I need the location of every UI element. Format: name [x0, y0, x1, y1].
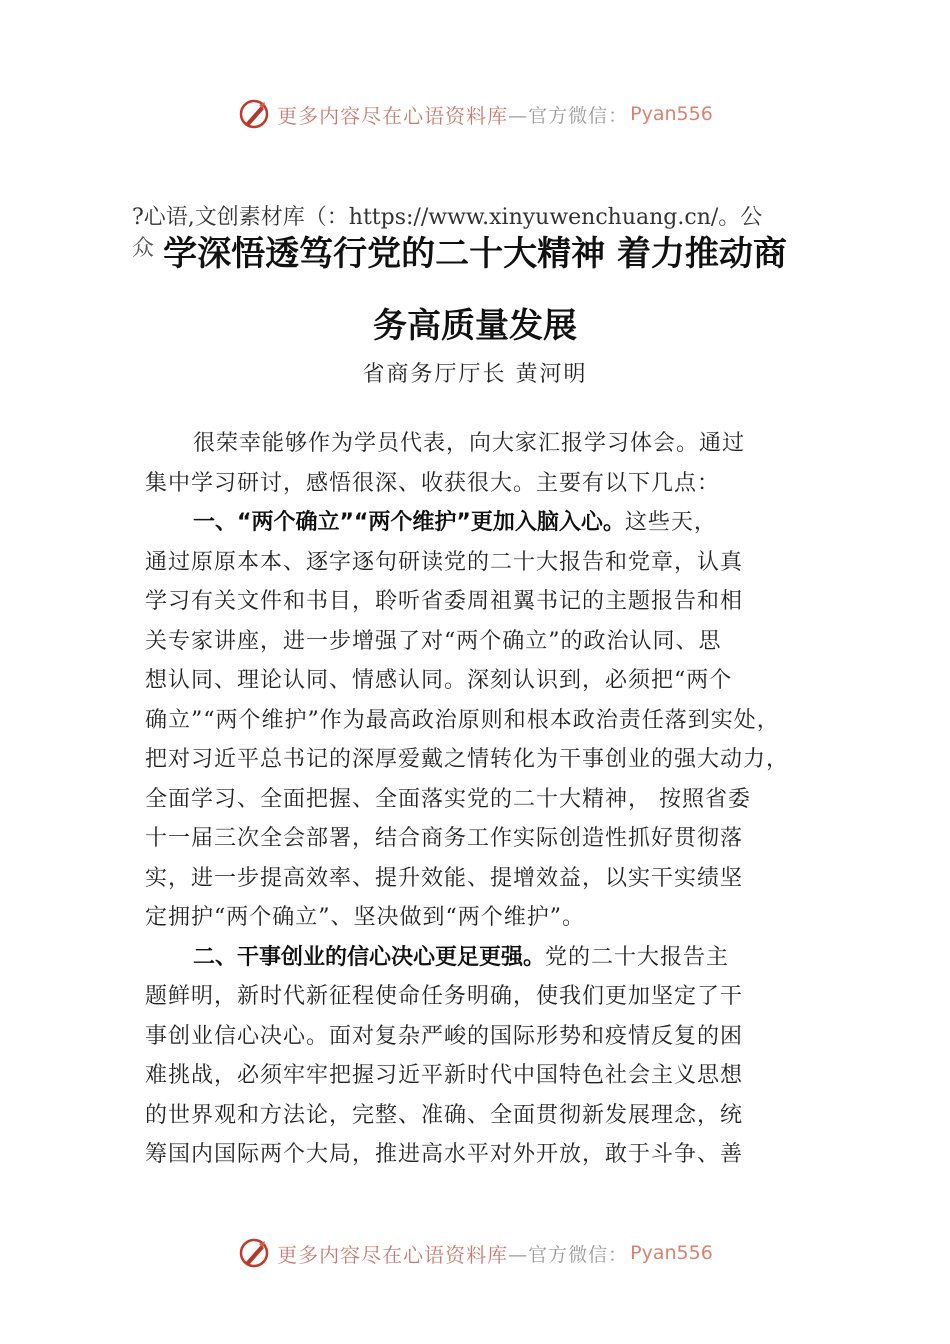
paragraph-line: 想认同、理论认同、情感认同。深刻认识到，必须把“两个	[145, 668, 733, 693]
section-heading-line	[145, 503, 835, 543]
section-heading-2: 二、干事创业的信心决心更足更强。	[193, 944, 546, 970]
section-heading-1: 一、“两个确立”“两个维护”更加入脑入心。	[193, 510, 625, 535]
overlay-source-line: ?心语,文创素材库（：https://www.xinyuwenchuang.cn/。公	[132, 205, 763, 230]
pen-logo-icon	[237, 1236, 271, 1270]
watermark-sub-text: —官方微信：	[508, 104, 629, 127]
paragraph-line: 关专家讲座，进一步增强了对“两个确立”的政治认同、思	[145, 628, 722, 654]
document-title-line-1: 学深悟透笃行党的二十大精神 着力推动商	[163, 234, 787, 274]
paragraph-line: 集中学习研讨，感悟很深、收获很大。主要有以下几点：	[145, 470, 721, 496]
watermark-sub-text: —官方微信：	[508, 1243, 629, 1266]
paragraph-text: 党的二十大报告主	[545, 944, 730, 970]
paragraph-line: 题鲜明，新时代新征程使命任务明确，使我们更加坚定了干	[145, 984, 744, 1009]
paragraph-line: 通过原原本本、逐字逐句研读党的二十大报告和党章，认真	[145, 549, 744, 575]
document-body	[145, 424, 835, 1175]
section-heading-line	[145, 938, 835, 978]
author-line: 省商务厅厅长 黄河明	[362, 362, 588, 387]
paragraph-text: 这些天，	[624, 510, 717, 535]
watermark-main-text: 更多内容尽在心语资料库	[277, 1242, 509, 1267]
overlay-source-line-2: 众	[132, 236, 155, 261]
paragraph-line: 全面学习、全面把握、全面落实党的二十大精神， 按照省委	[145, 786, 751, 812]
document-title-line-2: 务高质量发展	[373, 306, 577, 346]
header-watermark	[0, 94, 950, 134]
paragraph-line: 把对习近平总书记的深厚爱戴之情转化为干事创业的强大动力，	[145, 747, 790, 772]
paragraph-line: 事创业信心决心。面对复杂严峻的国际形势和疫情反复的困	[145, 1023, 744, 1049]
watermark-wechat-id: Pyan556	[630, 103, 713, 125]
footer-watermark	[0, 1233, 950, 1273]
paragraph-line: 难挑战，必须牢牢把握习近平新时代中国特色社会主义思想	[145, 1063, 744, 1088]
watermark-wechat-id: Pyan556	[630, 1242, 713, 1264]
paragraph-line: 确立”“两个维护”作为最高政治原则和根本政治责任落到实处，	[145, 707, 780, 733]
watermark-main-text: 更多内容尽在心语资料库	[277, 103, 509, 128]
paragraph-line: 学习有关文件和书目，聆听省委周祖翼书记的主题报告和相	[145, 589, 744, 614]
paragraph-line: 的世界观和方法论，完整、准确、全面贯彻新发展理念，统	[145, 1102, 744, 1128]
paragraph-line: 很荣幸能够作为学员代表，向大家汇报学习体会。通过	[193, 431, 746, 456]
paragraph-line: 十一届三次全会部署，结合商务工作实际创造性抓好贯彻落	[145, 826, 744, 851]
paragraph-line: 实，进一步提高效率、提升效能、提增效益，以实干实绩坚	[145, 865, 744, 891]
pen-logo-icon	[237, 97, 271, 131]
paragraph-line: 筹国内国际两个大局，推进高水平对外开放，敢于斗争、善	[145, 1142, 744, 1167]
paragraph-line: 定拥护“两个确立”、坚决做到“两个维护”。	[145, 905, 585, 930]
